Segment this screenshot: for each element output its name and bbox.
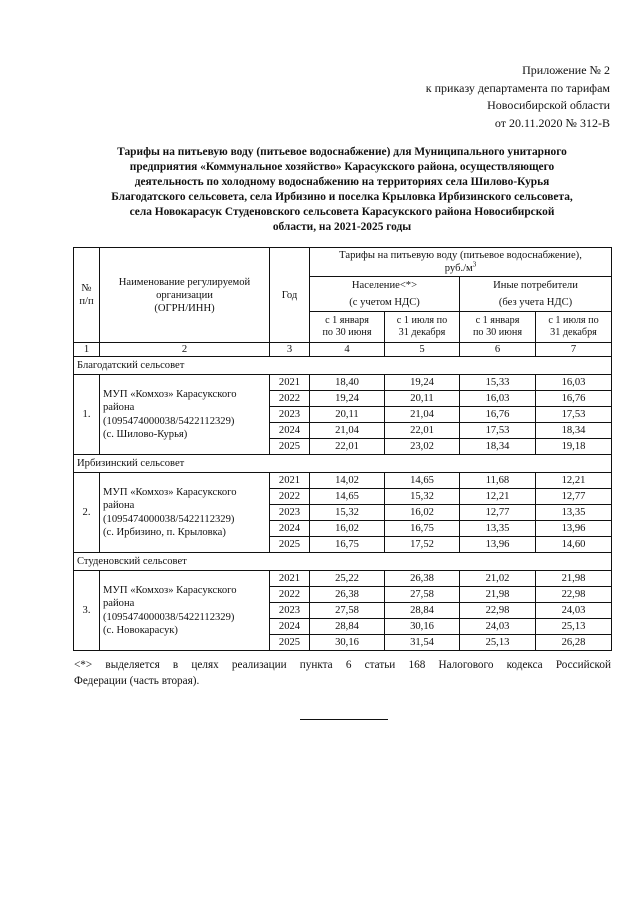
others-h1-cell: 18,34 xyxy=(460,439,536,455)
population-h2-cell: 31,54 xyxy=(385,635,460,651)
title-line: предприятия «Коммунальное хозяйство» Карасукского района, осуществляющего xyxy=(129,161,555,173)
population-h2-cell: 27,58 xyxy=(385,587,460,603)
others-h2-cell: 13,96 xyxy=(536,521,612,537)
population-h2-cell: 19,24 xyxy=(385,375,460,391)
others-h1-cell: 22,98 xyxy=(460,603,536,619)
year-cell: 2024 xyxy=(270,619,310,635)
header-year: Год xyxy=(270,248,310,343)
others-h1-cell: 17,53 xyxy=(460,423,536,439)
year-cell: 2025 xyxy=(270,439,310,455)
others-h2-cell: 25,13 xyxy=(536,619,612,635)
organization-cell xyxy=(100,375,270,455)
header-org-line: Наименование регулируемой xyxy=(118,276,251,288)
column-number: 2 xyxy=(100,343,270,357)
population-h1-cell: 22,01 xyxy=(310,439,385,455)
population-h1-cell: 28,84 xyxy=(310,619,385,635)
others-h2-cell: 12,21 xyxy=(536,473,612,489)
year-cell: 2025 xyxy=(270,635,310,651)
others-h2-cell: 16,76 xyxy=(536,391,612,407)
region-row xyxy=(74,455,612,473)
header-period-1 xyxy=(310,312,385,343)
others-h2-cell: 12,77 xyxy=(536,489,612,505)
region-row xyxy=(74,553,612,571)
column-number: 4 xyxy=(310,343,385,357)
others-h2-cell: 16,03 xyxy=(536,375,612,391)
organization-line: (1095474000038/5422112329) xyxy=(103,513,235,525)
column-numbers-row xyxy=(74,343,612,357)
period-line: с 1 января xyxy=(325,315,369,326)
others-h2-cell: 14,60 xyxy=(536,537,612,553)
header-period-1-others xyxy=(460,312,536,343)
population-h2-cell: 26,38 xyxy=(385,571,460,587)
organization-line: (с. Новокарасук) xyxy=(103,625,178,636)
organization-cell xyxy=(100,473,270,553)
population-h1-cell: 19,24 xyxy=(310,391,385,407)
population-h1-cell: 18,40 xyxy=(310,375,385,391)
header-tariffs-unit xyxy=(310,262,611,275)
others-h2-cell: 26,28 xyxy=(536,635,612,651)
unit-text: руб./м xyxy=(444,263,473,274)
others-h2-cell: 24,03 xyxy=(536,603,612,619)
document-title xyxy=(74,145,610,235)
column-number: 1 xyxy=(74,343,100,357)
title-line: села Новокарасук Студеновского сельсовета Карасукского района Новосибирской xyxy=(129,206,555,218)
period-line: с 1 января xyxy=(475,315,520,326)
header-org-line: (ОГРН/ИНН) xyxy=(154,302,215,314)
appendix-date-number: от 20.11.2020 № 312-В xyxy=(494,115,610,130)
region-row xyxy=(74,357,612,375)
column-number: 6 xyxy=(460,343,536,357)
others-h1-cell: 13,96 xyxy=(460,537,536,553)
population-h1-cell: 14,65 xyxy=(310,489,385,505)
others-h1-cell: 15,33 xyxy=(460,375,536,391)
region-name: Студеновский сельсовет xyxy=(74,553,612,571)
period-line: по 30 июня xyxy=(472,327,523,338)
year-cell: 2022 xyxy=(270,489,310,505)
header-tariffs-title: Тарифы на питьевую воду (питьевое водоснабжение), xyxy=(339,250,582,261)
header-period-2 xyxy=(385,312,460,343)
footnote-line: Федерации (часть вторая). xyxy=(74,675,200,687)
organization-line: (с. Шилово-Курья) xyxy=(103,429,188,440)
row-number: 3. xyxy=(74,571,100,651)
table-row xyxy=(74,473,612,489)
others-h2-cell: 19,18 xyxy=(536,439,612,455)
others-h1-cell: 24,03 xyxy=(460,619,536,635)
unit-superscript: 3 xyxy=(472,260,477,269)
tariff-table xyxy=(73,247,612,651)
organization-line: (1095474000038/5422112329) xyxy=(103,611,235,623)
period-line: по 30 июня xyxy=(322,327,372,338)
population-h2-cell: 16,75 xyxy=(385,521,460,537)
header-population: Население<*> xyxy=(310,277,460,295)
row-number: 2. xyxy=(74,473,100,553)
title-line: области, на 2021-2025 годы xyxy=(272,221,412,233)
year-cell: 2021 xyxy=(270,571,310,587)
others-h1-cell: 12,77 xyxy=(460,505,536,521)
table-row xyxy=(74,375,612,391)
population-h2-cell: 14,65 xyxy=(385,473,460,489)
header-period-2-others xyxy=(536,312,612,343)
others-h1-cell: 12,21 xyxy=(460,489,536,505)
appendix-region: Новосибирской области xyxy=(487,98,610,112)
others-h2-cell: 18,34 xyxy=(536,423,612,439)
header-others-note: (без учета НДС) xyxy=(460,294,612,312)
year-cell: 2023 xyxy=(270,603,310,619)
population-h1-cell: 20,11 xyxy=(310,407,385,423)
organization-line: МУП «Комхоз» Карасукского xyxy=(103,486,237,498)
population-h2-cell: 17,52 xyxy=(385,537,460,553)
year-cell: 2023 xyxy=(270,407,310,423)
column-number: 3 xyxy=(270,343,310,357)
others-h1-cell: 16,76 xyxy=(460,407,536,423)
header-population-note: (с учетом НДС) xyxy=(310,294,460,312)
others-h1-cell: 13,35 xyxy=(460,521,536,537)
header-org xyxy=(100,248,270,343)
population-h2-cell: 22,01 xyxy=(385,423,460,439)
header-tariffs xyxy=(310,248,612,277)
organization-line: МУП «Комхоз» Карасукского xyxy=(103,388,237,400)
title-line: Благодатского сельсовета, села Ирбизино и поселка Крыловка Ирбизинского сельсовета, xyxy=(111,191,573,203)
row-number: 1. xyxy=(74,375,100,455)
others-h2-cell: 21,98 xyxy=(536,571,612,587)
year-cell: 2022 xyxy=(270,587,310,603)
footnote-line: <*> выделяется в целях реализации пункта 6 статьи 168 Налогового кодекса Российской xyxy=(74,659,611,671)
population-h1-cell: 21,04 xyxy=(310,423,385,439)
population-h1-cell: 16,02 xyxy=(310,521,385,537)
others-h2-cell: 17,53 xyxy=(536,407,612,423)
header-num-text: № п/п xyxy=(79,283,94,307)
year-cell: 2024 xyxy=(270,521,310,537)
year-cell: 2025 xyxy=(270,537,310,553)
year-cell: 2021 xyxy=(270,375,310,391)
title-line: деятельность по холодному водоснабжению на территориях села Шилово-Курья xyxy=(134,176,550,188)
others-h1-cell: 11,68 xyxy=(460,473,536,489)
organization-line: (с. Ирбизино, п. Крыловка) xyxy=(103,527,226,538)
year-cell: 2021 xyxy=(270,473,310,489)
population-h2-cell: 15,32 xyxy=(385,489,460,505)
organization-cell xyxy=(100,571,270,651)
period-line: с 1 июля по xyxy=(548,315,599,326)
others-h2-cell: 22,98 xyxy=(536,587,612,603)
population-h1-cell: 16,75 xyxy=(310,537,385,553)
header-others: Иные потребители xyxy=(460,277,612,295)
population-h2-cell: 21,04 xyxy=(385,407,460,423)
population-h2-cell: 28,84 xyxy=(385,603,460,619)
appendix-title: Приложение № 2 xyxy=(522,63,610,77)
population-h1-cell: 30,16 xyxy=(310,635,385,651)
organization-line: района xyxy=(103,500,135,511)
population-h1-cell: 26,38 xyxy=(310,587,385,603)
title-line: Тарифы на питьевую воду (питьевое водоснабжение) для Муниципального унитарного xyxy=(117,146,567,158)
column-number: 7 xyxy=(536,343,612,357)
organization-line: (1095474000038/5422112329) xyxy=(103,415,235,427)
period-line: 31 декабря xyxy=(398,327,446,338)
appendix-order-ref: к приказу департамента по тарифам xyxy=(425,80,610,95)
header-row-1 xyxy=(74,248,612,277)
column-number: 5 xyxy=(385,343,460,357)
header-num xyxy=(74,248,100,343)
others-h2-cell: 13,35 xyxy=(536,505,612,521)
period-line: с 1 июля по xyxy=(396,315,448,326)
year-cell: 2023 xyxy=(270,505,310,521)
organization-line: района xyxy=(103,598,135,609)
population-h2-cell: 16,02 xyxy=(385,505,460,521)
region-name: Благодатский сельсовет xyxy=(74,357,612,375)
others-h1-cell: 21,02 xyxy=(460,571,536,587)
others-h1-cell: 16,03 xyxy=(460,391,536,407)
closing-divider xyxy=(300,719,388,720)
population-h1-cell: 15,32 xyxy=(310,505,385,521)
table-row xyxy=(74,571,612,587)
region-name: Ирбизинский сельсовет xyxy=(74,455,612,473)
others-h1-cell: 25,13 xyxy=(460,635,536,651)
population-h2-cell: 30,16 xyxy=(385,619,460,635)
footnote xyxy=(74,657,611,689)
year-cell: 2024 xyxy=(270,423,310,439)
period-line: 31 декабря xyxy=(550,327,597,338)
population-h2-cell: 20,11 xyxy=(385,391,460,407)
organization-line: МУП «Комхоз» Карасукского xyxy=(103,584,237,596)
year-cell: 2022 xyxy=(270,391,310,407)
population-h1-cell: 25,22 xyxy=(310,571,385,587)
population-h2-cell: 23,02 xyxy=(385,439,460,455)
population-h1-cell: 27,58 xyxy=(310,603,385,619)
others-h1-cell: 21,98 xyxy=(460,587,536,603)
header-org-line: организации xyxy=(156,289,213,301)
appendix-block xyxy=(426,62,610,132)
population-h1-cell: 14,02 xyxy=(310,473,385,489)
organization-line: района xyxy=(103,402,135,413)
